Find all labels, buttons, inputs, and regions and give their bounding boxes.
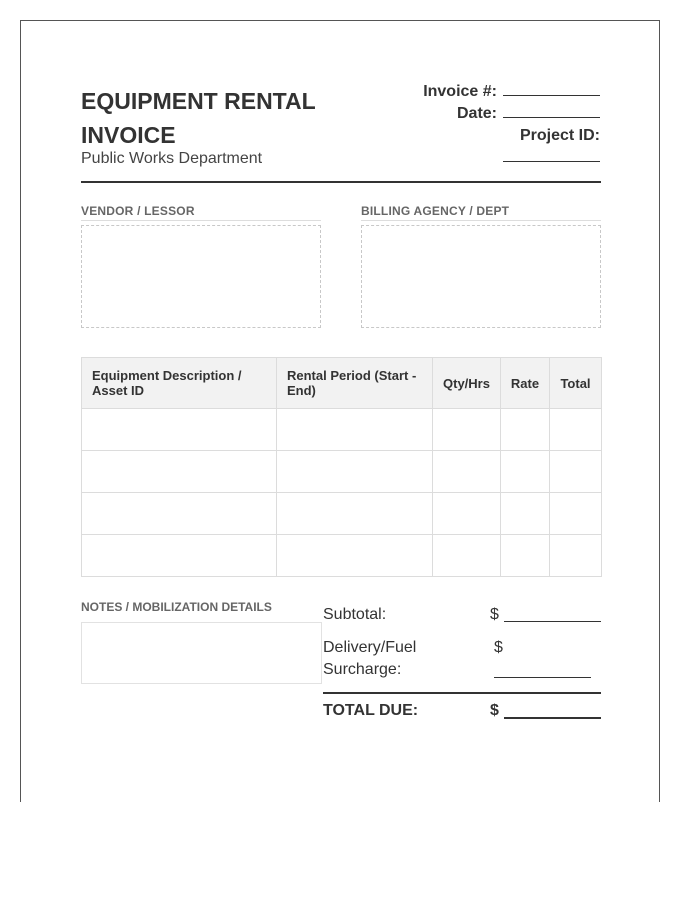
project-id-row xyxy=(423,125,600,147)
table-row xyxy=(82,493,602,535)
billing-agency-box[interactable] xyxy=(361,225,601,328)
table-row xyxy=(82,535,602,577)
subtotal-currency: $ xyxy=(490,606,499,623)
line-items-table xyxy=(81,357,602,577)
date-label: Date: xyxy=(456,105,497,122)
surcharge-label-line1: Delivery/Fuel xyxy=(323,639,417,656)
table-cell[interactable] xyxy=(82,535,277,577)
table-cell[interactable] xyxy=(433,493,501,535)
table-cell[interactable] xyxy=(433,535,501,577)
col-equipment-description: Equipment Description / Asset ID xyxy=(82,358,277,409)
table-cell[interactable] xyxy=(550,451,602,493)
invoice-number-field[interactable] xyxy=(503,81,600,96)
invoice-number-row xyxy=(423,81,600,103)
project-id-label: Project ID: xyxy=(519,127,600,144)
table-cell[interactable] xyxy=(501,535,550,577)
table-cell[interactable] xyxy=(501,451,550,493)
table-cell[interactable] xyxy=(501,409,550,451)
table-cell[interactable] xyxy=(550,493,602,535)
table-cell[interactable] xyxy=(550,409,602,451)
col-total: Total xyxy=(550,358,602,409)
subtotal-label: Subtotal: xyxy=(323,606,387,623)
billing-agency-label: BILLING AGENCY / DEPT xyxy=(361,204,601,221)
table-cell[interactable] xyxy=(82,409,277,451)
table-cell[interactable] xyxy=(82,451,277,493)
col-rental-period: Rental Period (Start - End) xyxy=(277,358,433,409)
table-row xyxy=(82,451,602,493)
table-cell[interactable] xyxy=(433,451,501,493)
subtotal-field[interactable] xyxy=(504,621,601,622)
table-cell[interactable] xyxy=(277,409,433,451)
invoice-title: EQUIPMENT RENTAL INVOICE xyxy=(81,88,316,148)
invoice-number-label: Invoice #: xyxy=(423,83,497,100)
header-divider xyxy=(81,181,601,183)
table-row xyxy=(82,409,602,451)
surcharge-field[interactable] xyxy=(494,677,591,678)
invoice-meta xyxy=(423,81,600,169)
notes-box[interactable] xyxy=(81,622,322,684)
notes-label: NOTES / MOBILIZATION DETAILS xyxy=(81,600,272,614)
table-cell[interactable] xyxy=(82,493,277,535)
project-id-field[interactable] xyxy=(503,147,600,162)
col-qty-hrs: Qty/Hrs xyxy=(433,358,501,409)
date-row xyxy=(423,103,600,125)
vendor-label: VENDOR / LESSOR xyxy=(81,204,321,221)
table-cell[interactable] xyxy=(277,493,433,535)
table-cell[interactable] xyxy=(501,493,550,535)
table-cell[interactable] xyxy=(277,451,433,493)
vendor-box[interactable] xyxy=(81,225,321,328)
surcharge-label-line2: Surcharge: xyxy=(323,661,402,678)
invoice-sheet xyxy=(20,20,660,802)
table-header-row xyxy=(82,358,602,409)
table-cell[interactable] xyxy=(433,409,501,451)
table-cell[interactable] xyxy=(277,535,433,577)
total-due-field[interactable] xyxy=(504,717,601,719)
surcharge-currency: $ xyxy=(494,639,503,656)
project-id-field-row xyxy=(423,147,600,169)
department-subtitle: Public Works Department xyxy=(81,150,263,167)
total-due-currency: $ xyxy=(490,702,499,719)
table-cell[interactable] xyxy=(550,535,602,577)
date-field[interactable] xyxy=(503,103,600,118)
total-due-label: TOTAL DUE: xyxy=(323,702,419,719)
col-rate: Rate xyxy=(501,358,550,409)
totals-divider xyxy=(323,692,601,694)
